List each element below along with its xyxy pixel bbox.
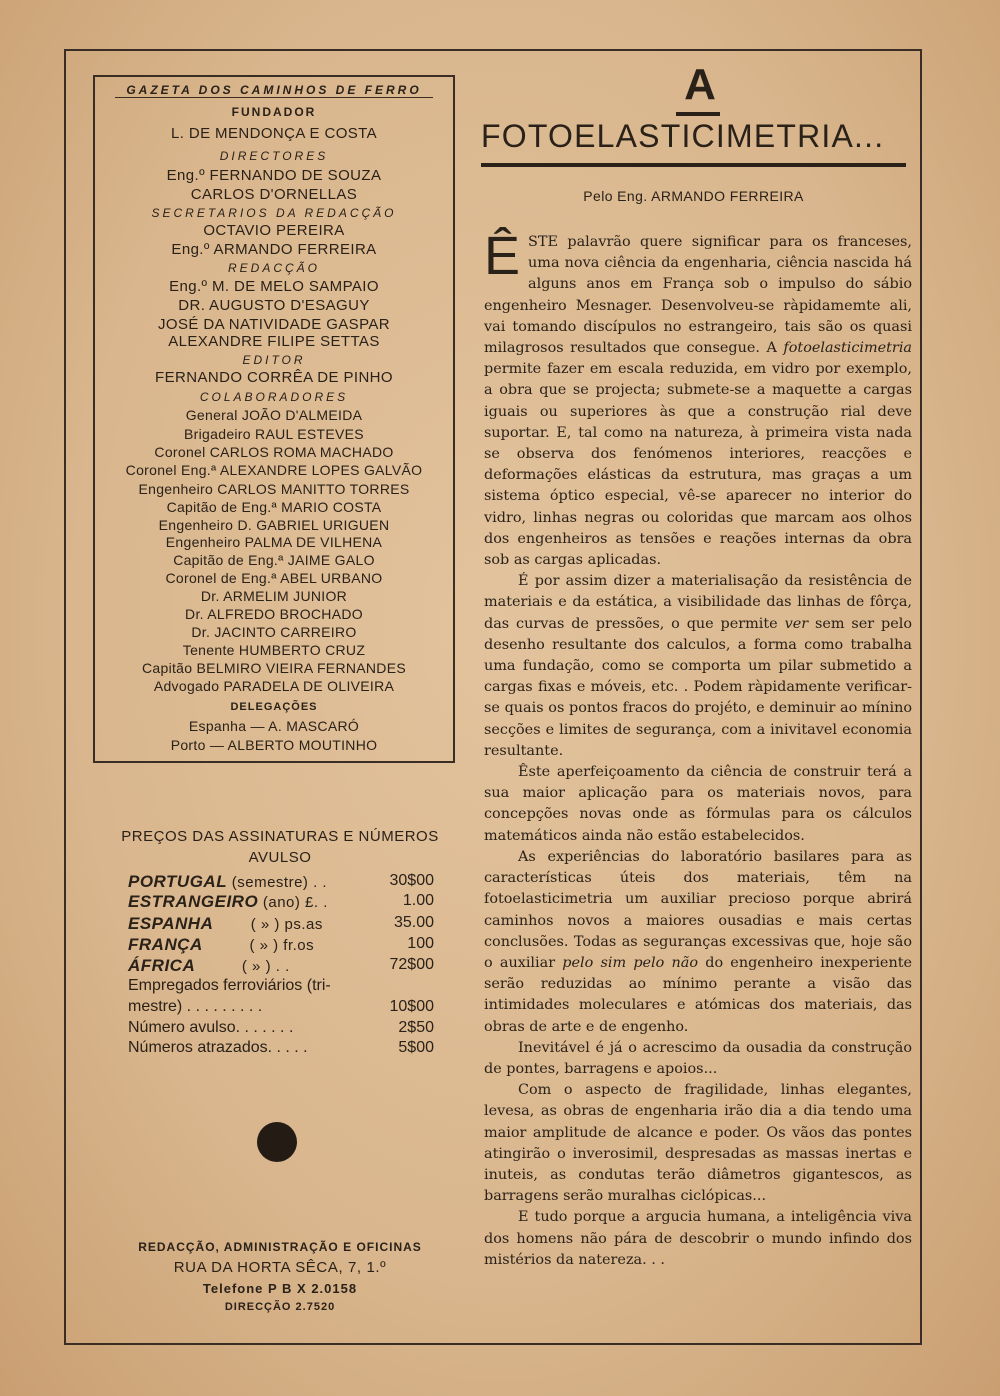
- masthead-line: ALEXANDRE FILIPE SETTAS: [168, 333, 380, 350]
- masthead-line: Brigadeiro RAUL ESTEVES: [184, 426, 364, 442]
- article-paragraph-5: Inevitável é já o acrescimo da ousadia da construção de pontes, barragens e apoios...: [484, 1039, 912, 1077]
- price-region: FRANÇA: [128, 935, 203, 954]
- masthead-line: Advogado PARADELA DE OLIVEIRA: [153, 678, 395, 694]
- price-period: ( » ) ps.as: [213, 916, 323, 933]
- article-paragraph-1: ÊSTE palavrão quere significar para os franceses, uma nova ciência da engenharia, ciência nascida há alguns anos em França sob o impulso do sábio engenheiro Mesnager. Desenvolveu-se ràpidamemte ali, vai tomando discípulos no estrangeiro, tais são os quasi milagrosos resultados que consegue. A fotoelasticimetria permite fazer em escala reduzida, em vidro por exemplo, a obra que se projecta; submete-se a maquette a cargas iguais ou superiores às que a construção rial deve suportar. E, tal como na natureza, à primeira vista nada se observa dos fenómenos interiores, reacções e deformações elásticas da estrutura, mas graças a um sistema óptico especial, vê-se aparecer no interior do vidro, linhas negras ou coloridas que marcam aos olhos dos engenheiros as tensões e reações internas da obra sob as cargas aplicadas.: [484, 226, 912, 569]
- masthead-line: DIRECTORES: [219, 149, 329, 163]
- price-row: [128, 892, 434, 914]
- drop-cap: Ê: [484, 226, 521, 286]
- masthead-line: Engenheiro CARLOS MANITTO TORRES: [138, 481, 410, 497]
- price-label: [128, 956, 290, 976]
- masthead-line: Tenente HUMBERTO CRUZ: [182, 642, 366, 658]
- price-label: Número avulso. . . . . . .: [128, 1019, 294, 1036]
- price-row: [128, 977, 434, 999]
- masthead-line: Capitão BELMIRO VIEIRA FERNANDES: [141, 660, 406, 676]
- price-label: [128, 872, 327, 892]
- price-value: 35.00: [393, 914, 434, 931]
- title-letter-a: A: [684, 60, 716, 109]
- price-value: 72$00: [389, 956, 434, 973]
- price-region: ÁFRICA: [128, 956, 196, 975]
- price-value: 10$00: [389, 998, 434, 1015]
- article-paragraph-7: E tudo porque a argucia humana, a inteligência viva dos homens não pára de descobrir o mundo infindo dos mistérios da natereza. . .: [484, 1209, 912, 1268]
- price-label: Empregados ferroviários (tri-: [128, 977, 331, 994]
- masthead-box: [93, 75, 455, 763]
- masthead-line: OCTAVIO PEREIRA: [203, 222, 345, 239]
- price-value: 1.00: [402, 892, 434, 909]
- price-row: [128, 914, 434, 936]
- price-period: (ano) £. .: [258, 894, 328, 911]
- price-period: (semestre) . .: [227, 874, 328, 891]
- masthead-line: Espanha — A. MASCARÓ: [188, 718, 360, 734]
- emphasis: pelo sim pelo não: [562, 954, 699, 971]
- article-title: FOTOELASTICIMETRIA...: [481, 118, 885, 154]
- masthead-line: Coronel CARLOS ROMA MACHADO: [154, 444, 394, 460]
- price-label: Números atrazados. . . . .: [128, 1039, 308, 1056]
- masthead-line: Dr. JACINTO CARREIRO: [191, 624, 357, 640]
- masthead-line: Engenheiro D. GABRIEL URIGUEN: [158, 517, 390, 533]
- price-row: [128, 998, 434, 1020]
- masthead-line: FERNANDO CORRÊA DE PINHO: [155, 369, 393, 386]
- emphasis: ver: [784, 615, 809, 632]
- masthead-line: Coronel de Eng.ª ABEL URBANO: [165, 570, 383, 586]
- masthead-line: COLABORADORES: [199, 390, 349, 404]
- masthead-line: Eng.º ARMANDO FERREIRA: [171, 241, 377, 258]
- price-label: [128, 892, 328, 912]
- price-period: ( » ) . .: [195, 958, 290, 975]
- prices-title-1: PREÇOS DAS ASSINATURAS E NÚMEROS: [121, 828, 439, 845]
- price-value: 30$00: [389, 872, 434, 889]
- footer-telephone: Telefone P B X 2.0158: [202, 1281, 358, 1296]
- price-label: mestre) . . . . . . . . .: [128, 998, 263, 1015]
- masthead-line: Dr. ALFREDO BROCHADO: [185, 606, 363, 622]
- masthead-line: DELEGAÇÕES: [230, 701, 318, 713]
- masthead-line: Porto — ALBERTO MOUTINHO: [170, 737, 378, 753]
- masthead-line: Capitão de Eng.ª JAIME GALO: [173, 552, 375, 568]
- masthead-line: JOSÉ DA NATIVIDADE GASPAR: [158, 316, 390, 333]
- price-label: [128, 914, 323, 934]
- masthead-line: Eng.º FERNANDO DE SOUZA: [166, 167, 382, 184]
- price-region: PORTUGAL: [128, 872, 228, 891]
- article-paragraph-6: Com o aspecto de fragilidade, linhas elegantes, levesa, as obras de engenharia irão dia a dia tendo uma maior amplitude de alcance e poder. Os vãos das pontes atingirão o inverosimil, despresadas as massas inertas e inuteis, as condutas terão diâmetros gigantescos, as barragens serão muralhas ciclópicas...: [484, 1082, 912, 1205]
- price-label: [128, 935, 314, 955]
- price-value: 100: [407, 935, 434, 952]
- article-paragraph-4: As experiências do laboratório basilares para as características úteis dos materiais, têm na fotoelasticimetria um auxiliar precioso porque abrirá caminhos novos a maiores ousadias e mais certas conclusões. Todas as seguranças excessivas que, hoje são o auxiliar pelo sim pelo não do engenheiro inexperiente serão reduzidas ao mínimo perante a visão das intimidades moleculares e atómicas dos materiais, das obras de arte e de engenho.: [484, 848, 913, 1035]
- prices-title-2: AVULSO: [248, 849, 312, 866]
- masthead-line: EDITOR: [242, 353, 306, 367]
- masthead-line: Capitão de Eng.ª MARIO COSTA: [166, 499, 382, 515]
- price-row: [128, 956, 434, 978]
- masthead-gazeta-title: GAZETA DOS CAMINHOS DE FERRO: [126, 83, 422, 97]
- article-title-rule: [481, 163, 906, 167]
- masthead-line: REDACÇÃO: [227, 261, 320, 275]
- article-paragraph-3: Êste aperfeiçoamento da ciência de construir terá a sua maior aplicação para os materiais novos, para concepções novas onde as fórmulas para os cálculos matemáticos ainda não estão estabelecidos.: [484, 764, 912, 844]
- masthead-line: General JOÃO D'ALMEIDA: [185, 407, 363, 423]
- masthead-line: Engenheiro PALMA DE VILHENA: [165, 534, 383, 550]
- price-region: ESTRANGEIRO: [128, 892, 259, 911]
- price-row: [128, 872, 434, 894]
- price-period: ( » ) fr.os: [202, 937, 315, 954]
- price-row: [128, 935, 434, 957]
- article-paragraph-2: É por assim dizer a materialisação da resistência de materiais e da estática, a visibilidade das linhas de fôrça, das curvas de pressões, o que permite ver sem ser pelo desenho resultante dos calculos, a forma como trabalha uma fundação, como se comporta um pilar submetido a cargas fixas e móveis, etc. . Podem ràpidamente verificar-se quais os pontos fracos do projéto, e deminuir ao mínino secções e limites de segurança, com a inivitavel economia resultante.: [484, 573, 912, 759]
- article-byline: Pelo Eng. ARMANDO FERREIRA: [583, 188, 804, 204]
- price-value: 5$00: [398, 1039, 434, 1056]
- footer-direction-phone: DIRECÇÃO 2.7520: [224, 1301, 336, 1313]
- masthead-line: DR. AUGUSTO D'ESAGUY: [178, 297, 370, 314]
- article-body: [484, 226, 913, 1271]
- ornament-dot: [257, 1122, 297, 1162]
- masthead-line: Dr. ARMELIM JUNIOR: [200, 588, 348, 604]
- title-letter-rule: [676, 112, 720, 116]
- price-region: ESPANHA: [128, 914, 214, 933]
- masthead-line: CARLOS D'ORNELLAS: [190, 186, 358, 203]
- masthead-rule: [115, 97, 433, 98]
- masthead-line: SECRETARIOS DA REDACÇÃO: [151, 206, 397, 220]
- masthead-line: Coronel Eng.ª ALEXANDRE LOPES GALVÃO: [125, 462, 423, 478]
- masthead-line: L. DE MENDONÇA E COSTA: [170, 125, 378, 142]
- price-row: [128, 1039, 434, 1061]
- price-value: 2$50: [398, 1019, 434, 1036]
- masthead-line: Eng.º M. DE MELO SAMPAIO: [169, 278, 379, 295]
- footer-street: RUA DA HORTA SÊCA, 7, 1.º: [173, 1259, 387, 1276]
- price-row: [128, 1019, 434, 1041]
- footer-address-heading: REDACÇÃO, ADMINISTRAÇÃO E OFICINAS: [138, 1240, 422, 1254]
- emphasis: fotoelasticimetria: [783, 340, 912, 357]
- masthead-line: FUNDADOR: [231, 105, 317, 119]
